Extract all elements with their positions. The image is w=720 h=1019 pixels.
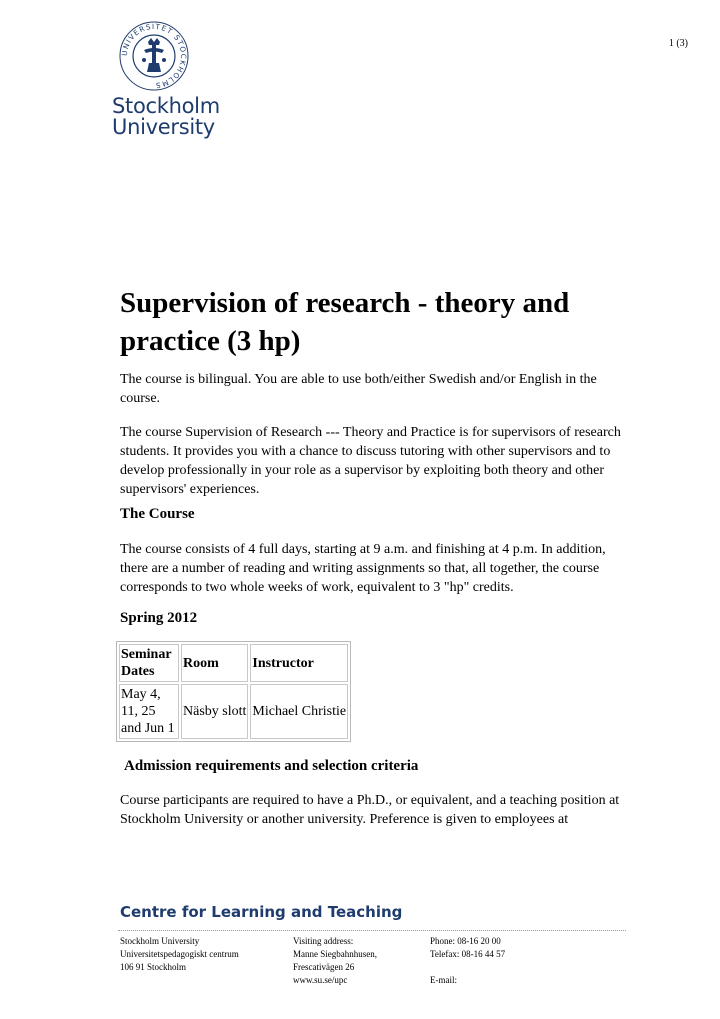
table-header-row [119, 644, 348, 682]
footer-address-column [120, 935, 239, 974]
cell-dates: May 4, 11, 25 and Jun 1 [119, 684, 179, 739]
footer-visiting-column [293, 935, 377, 987]
footer-line: Frescativägen 26 [293, 962, 355, 972]
footer-brand: Centre for Learning and Teaching [120, 903, 403, 921]
footer-contact-column [430, 935, 505, 987]
course-description: The course consists of 4 full days, starting at 9 a.m. and finishing at 4 p.m. In addition, there are a number of reading and writing assignments so that, all together, the course corresponds to two whole weeks of work, equivalent to 3 "hp" credits. [120, 542, 606, 595]
course-heading: The Course [120, 506, 195, 522]
header-instructor: Instructor [250, 644, 348, 682]
university-seal-icon [118, 20, 190, 92]
spring-heading: Spring 2012 [120, 610, 198, 626]
page-number: 1 (3) [668, 38, 688, 49]
footer-line: Visiting address: [293, 936, 354, 946]
footer-line: Universitetspedagogiskt centrum [120, 949, 239, 959]
footer-line: Manne Siegbahnhusen, [293, 949, 377, 959]
footer-line: Stockholm University [120, 936, 200, 946]
intro-bilingual: The course is bilingual. You are able to use both/either Swedish and/or English in the course. [120, 372, 597, 406]
footer-line: E-mail: [430, 975, 457, 985]
schedule-table [116, 641, 351, 742]
cell-instructor: Michael Christie [250, 684, 348, 739]
logo-line-1: Stockholm [112, 94, 220, 118]
footer-line [430, 961, 505, 974]
logo-line-2: University [112, 115, 215, 139]
table-row [119, 684, 348, 739]
footer-divider [118, 930, 626, 931]
admission-heading: Admission requirements and selection criteria [124, 758, 419, 774]
footer-link[interactable]: www.su.se/upc [293, 975, 348, 985]
header-seminar-dates: Seminar Dates [119, 644, 179, 682]
page-title: Supervision of research - theory and practice (3 hp) [120, 287, 570, 357]
footer-line: 106 91 Stockholm [120, 962, 187, 972]
cell-room: Näsby slott [181, 684, 248, 739]
footer-line: Phone: 08-16 20 00 [430, 936, 501, 946]
admission-description: Course participants are required to have a Ph.D., or equivalent, and a teaching position at Stockholm University or another university. Preference is given to employees at [120, 793, 620, 827]
university-logo [112, 20, 232, 138]
logo-wordmark [112, 96, 232, 138]
seal-text: UNIVERSITET STOCKHOLMS [119, 21, 189, 91]
intro-purpose: The course Supervision of Research --- Theory and Practice is for supervisors of research students. It provides you with a chance to discuss tutoring with other supervisors and to develop professionally in your role as a supervisor by exploiting both theory and other supervisors' experiences. [120, 425, 621, 497]
footer-line: Telefax: 08-16 44 57 [430, 949, 506, 959]
header-room: Room [181, 644, 248, 682]
